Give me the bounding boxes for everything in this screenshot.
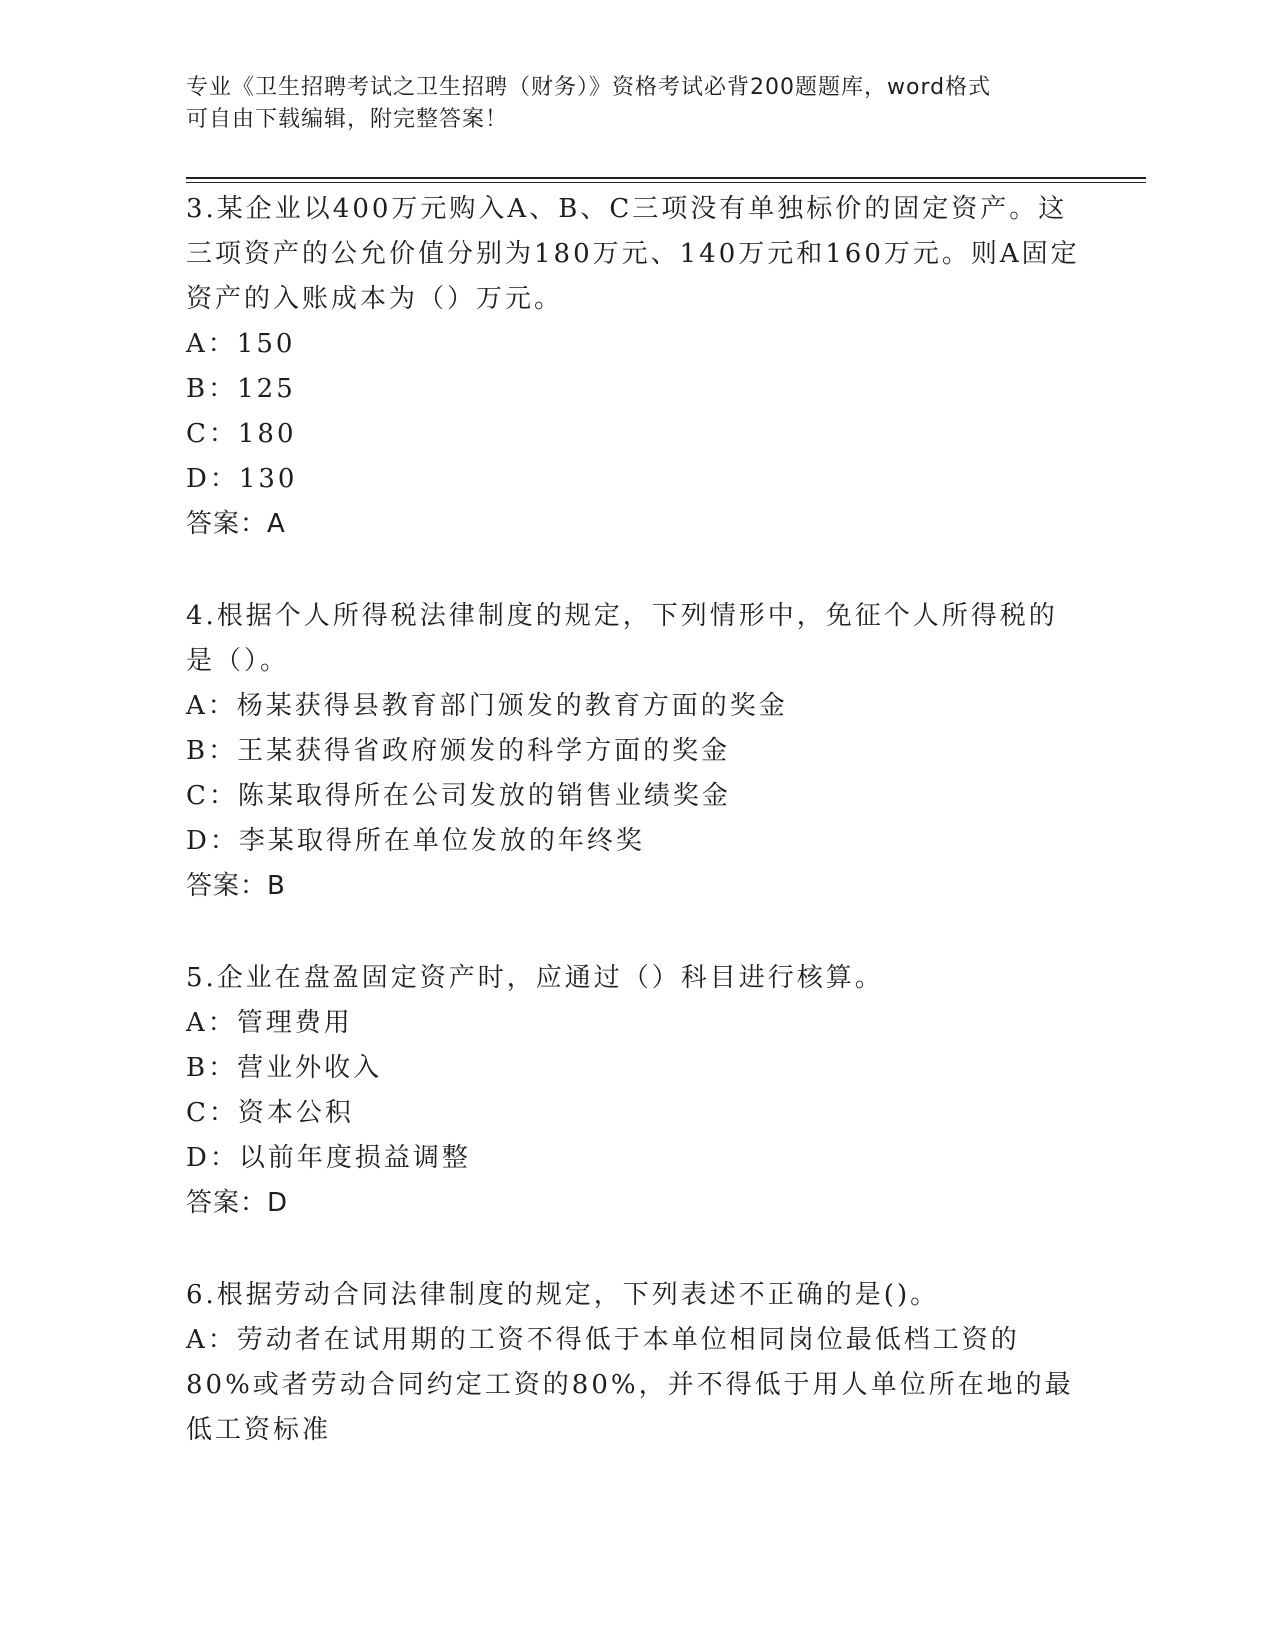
question-stem: 5.企业在盘盈固定资产时，应通过（）科目进行核算。 xyxy=(186,963,884,993)
question-5 xyxy=(186,956,1086,1226)
question-stem: 4.根据个人所得税法律制度的规定，下列情形中，免征个人所得税的是（）。 xyxy=(186,601,1058,676)
question-stem: 6.根据劳动合同法律制度的规定，下列表述不正确的是()。 xyxy=(186,1280,940,1310)
answer: 答案：A xyxy=(186,509,286,539)
document-header xyxy=(186,72,1086,136)
header-line-1: 专业《卫生招聘考试之卫生招聘（财务）》资格考试必背200题题库，word格式 xyxy=(186,75,992,100)
option-c: C：陈某取得所在公司发放的销售业绩奖金 xyxy=(186,781,731,811)
option-a: A：管理费用 xyxy=(186,1008,353,1038)
answer: 答案：B xyxy=(186,871,286,901)
option-c: C：180 xyxy=(186,419,297,449)
header-line-2: 可自由下载编辑，附完整答案！ xyxy=(186,107,509,132)
option-d: D：以前年度损益调整 xyxy=(186,1143,471,1173)
header-rule-thick xyxy=(186,177,1146,179)
option-a: A：杨某获得县教育部门颁发的教育方面的奖金 xyxy=(186,691,788,721)
option-d: D：130 xyxy=(186,464,298,494)
question-3 xyxy=(186,187,1086,547)
option-b: B：营业外收入 xyxy=(186,1053,383,1083)
option-d: D：李某取得所在单位发放的年终奖 xyxy=(186,826,645,856)
header-rule-thin xyxy=(186,182,1146,183)
question-list xyxy=(186,187,1086,1500)
question-6 xyxy=(186,1273,1086,1453)
option-b: B：王某获得省政府颁发的科学方面的奖金 xyxy=(186,736,731,766)
option-c: C：资本公积 xyxy=(186,1098,354,1128)
option-b: B：125 xyxy=(186,374,296,404)
answer: 答案：D xyxy=(186,1188,289,1218)
option-a: A：150 xyxy=(186,329,296,359)
question-4 xyxy=(186,594,1086,909)
question-stem: 3.某企业以400万元购入A、B、C三项没有单独标价的固定资产。这三项资产的公允价值分别为180万元、140万元和160万元。则A固定资产的入账成本为（）万元。 xyxy=(186,194,1080,314)
option-a: A：劳动者在试用期的工资不得低于本单位相同岗位最低档工资的80%或者劳动合同约定工资的80%，并不得低于用人单位所在地的最低工资标准 xyxy=(186,1325,1074,1445)
